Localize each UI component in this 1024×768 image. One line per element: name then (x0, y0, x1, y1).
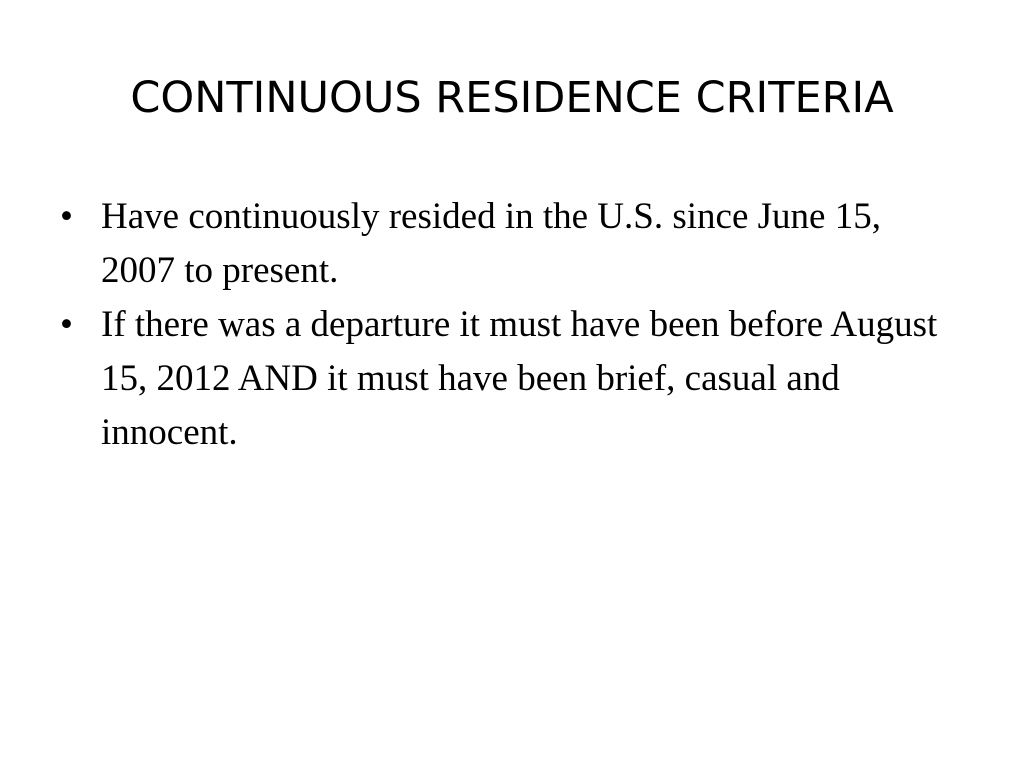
bullet-text: Have continuously resided in the U.S. since June 15, 2007 to present. (101, 196, 881, 291)
bullet-text: If there was a departure it must have been before August 15, 2012 AND it must have been brief, casual and innocent. (101, 304, 938, 453)
bullet-marker: • (60, 196, 73, 237)
bullet-item (60, 298, 940, 460)
slide-title: CONTINUOUS RESIDENCE CRITERIA (130, 73, 894, 123)
bullet-item (60, 190, 940, 298)
bullet-list (60, 190, 940, 460)
bullet-marker: • (60, 304, 73, 345)
